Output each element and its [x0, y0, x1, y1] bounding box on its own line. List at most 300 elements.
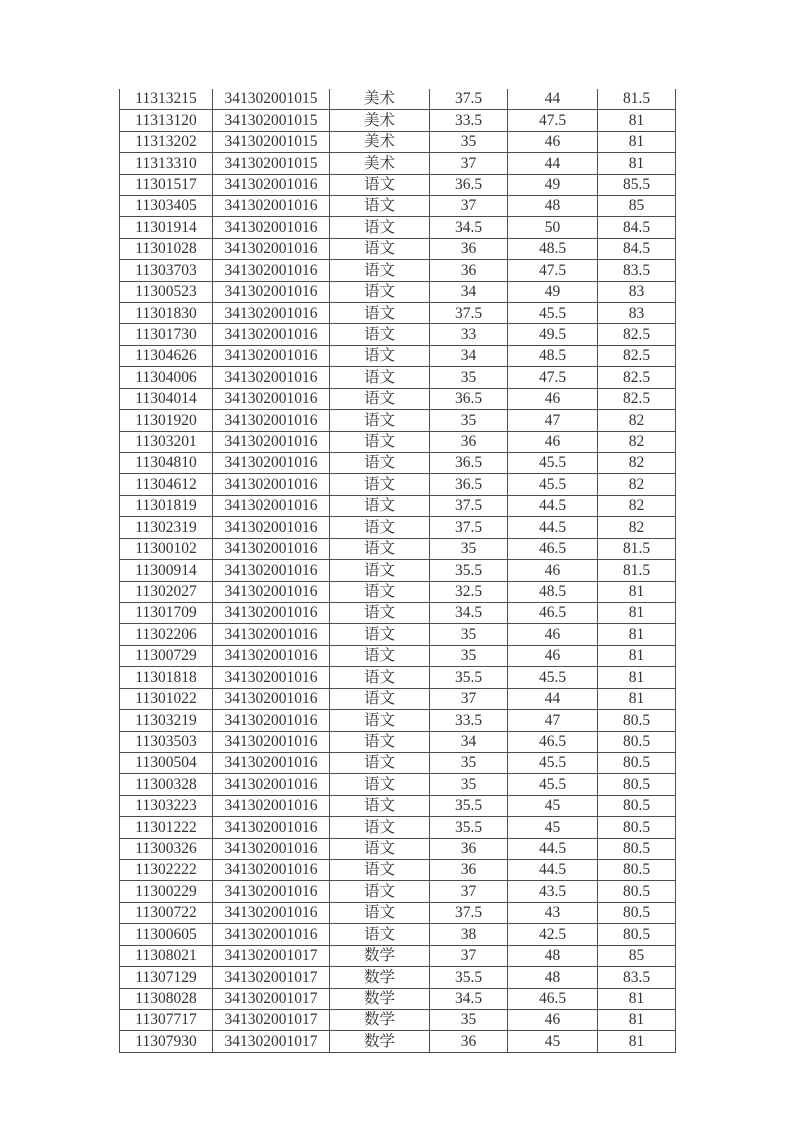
total-score-cell: 80.5 — [598, 774, 676, 795]
score-1-cell: 34 — [430, 731, 508, 752]
score-2-cell: 46.5 — [508, 988, 598, 1009]
table-row — [120, 388, 676, 409]
score-1-cell: 36 — [430, 238, 508, 259]
subject-cell: 语文 — [330, 860, 430, 881]
table-row — [120, 303, 676, 324]
score-1-cell: 34 — [430, 281, 508, 302]
score-2-cell: 45.5 — [508, 774, 598, 795]
candidate-no-cell: 11308028 — [120, 988, 213, 1009]
table-row — [120, 174, 676, 195]
candidate-no-cell: 11301028 — [120, 238, 213, 259]
score-2-cell: 43 — [508, 902, 598, 923]
total-score-cell: 81 — [598, 645, 676, 666]
score-2-cell: 45.5 — [508, 474, 598, 495]
total-score-cell: 82.5 — [598, 324, 676, 345]
candidate-no-cell: 11301222 — [120, 817, 213, 838]
total-score-cell: 81 — [598, 1031, 676, 1053]
score-1-cell: 36 — [430, 260, 508, 281]
score-1-cell: 35.5 — [430, 560, 508, 581]
candidate-no-cell: 11300326 — [120, 838, 213, 859]
score-2-cell: 48.5 — [508, 581, 598, 602]
total-score-cell: 81 — [598, 131, 676, 152]
position-code-cell: 341302001016 — [213, 817, 330, 838]
table-row — [120, 945, 676, 966]
score-2-cell: 49 — [508, 281, 598, 302]
score-2-cell: 47.5 — [508, 260, 598, 281]
score-1-cell: 35 — [430, 131, 508, 152]
table-row — [120, 538, 676, 559]
table-row — [120, 924, 676, 945]
score-1-cell: 37.5 — [430, 517, 508, 538]
score-2-cell: 50 — [508, 217, 598, 238]
position-code-cell: 341302001016 — [213, 624, 330, 645]
score-2-cell: 46.5 — [508, 538, 598, 559]
candidate-no-cell: 11313202 — [120, 131, 213, 152]
score-1-cell: 35 — [430, 538, 508, 559]
candidate-no-cell: 11300229 — [120, 881, 213, 902]
table-row — [120, 217, 676, 238]
table-row — [120, 860, 676, 881]
position-code-cell: 341302001016 — [213, 581, 330, 602]
score-1-cell: 37 — [430, 195, 508, 216]
position-code-cell: 341302001015 — [213, 131, 330, 152]
subject-cell: 语文 — [330, 195, 430, 216]
position-code-cell: 341302001016 — [213, 731, 330, 752]
score-2-cell: 46 — [508, 645, 598, 666]
score-2-cell: 45.5 — [508, 303, 598, 324]
candidate-no-cell: 11301818 — [120, 667, 213, 688]
table-row — [120, 260, 676, 281]
position-code-cell: 341302001016 — [213, 388, 330, 409]
candidate-no-cell: 11304810 — [120, 453, 213, 474]
score-1-cell: 34.5 — [430, 988, 508, 1009]
score-1-cell: 33.5 — [430, 110, 508, 131]
score-2-cell: 48 — [508, 945, 598, 966]
score-2-cell: 45.5 — [508, 667, 598, 688]
position-code-cell: 341302001017 — [213, 1009, 330, 1030]
candidate-no-cell: 11301914 — [120, 217, 213, 238]
candidate-no-cell: 11301920 — [120, 410, 213, 431]
position-code-cell: 341302001016 — [213, 902, 330, 923]
total-score-cell: 80.5 — [598, 860, 676, 881]
position-code-cell: 341302001016 — [213, 881, 330, 902]
subject-cell: 语文 — [330, 453, 430, 474]
candidate-no-cell: 11307717 — [120, 1009, 213, 1030]
subject-cell: 语文 — [330, 260, 430, 281]
candidate-no-cell: 11303405 — [120, 195, 213, 216]
total-score-cell: 83 — [598, 303, 676, 324]
position-code-cell: 341302001016 — [213, 367, 330, 388]
position-code-cell: 341302001016 — [213, 710, 330, 731]
table-row — [120, 688, 676, 709]
position-code-cell: 341302001017 — [213, 1031, 330, 1053]
position-code-cell: 341302001016 — [213, 281, 330, 302]
total-score-cell: 84.5 — [598, 217, 676, 238]
score-1-cell: 35.5 — [430, 817, 508, 838]
total-score-cell: 81 — [598, 581, 676, 602]
score-1-cell: 36.5 — [430, 174, 508, 195]
score-table-body — [120, 89, 676, 1053]
table-row — [120, 774, 676, 795]
candidate-no-cell: 11301730 — [120, 324, 213, 345]
candidate-no-cell: 11300605 — [120, 924, 213, 945]
position-code-cell: 341302001016 — [213, 474, 330, 495]
score-1-cell: 35 — [430, 645, 508, 666]
candidate-no-cell: 11300722 — [120, 902, 213, 923]
position-code-cell: 341302001017 — [213, 945, 330, 966]
position-code-cell: 341302001016 — [213, 453, 330, 474]
table-row — [120, 817, 676, 838]
score-1-cell: 37 — [430, 945, 508, 966]
subject-cell: 语文 — [330, 345, 430, 366]
candidate-no-cell: 11304014 — [120, 388, 213, 409]
table-row — [120, 560, 676, 581]
position-code-cell: 341302001016 — [213, 260, 330, 281]
candidate-no-cell: 11303223 — [120, 795, 213, 816]
candidate-no-cell: 11313120 — [120, 110, 213, 131]
table-row — [120, 645, 676, 666]
subject-cell: 语文 — [330, 431, 430, 452]
score-2-cell: 47.5 — [508, 110, 598, 131]
score-1-cell: 37 — [430, 688, 508, 709]
candidate-no-cell: 11302027 — [120, 581, 213, 602]
table-row — [120, 281, 676, 302]
subject-cell: 语文 — [330, 174, 430, 195]
subject-cell: 语文 — [330, 710, 430, 731]
position-code-cell: 341302001015 — [213, 110, 330, 131]
subject-cell: 语文 — [330, 474, 430, 495]
score-2-cell: 44.5 — [508, 838, 598, 859]
table-row — [120, 667, 676, 688]
subject-cell: 语文 — [330, 367, 430, 388]
table-row — [120, 710, 676, 731]
position-code-cell: 341302001016 — [213, 238, 330, 259]
total-score-cell: 82.5 — [598, 345, 676, 366]
total-score-cell: 80.5 — [598, 902, 676, 923]
position-code-cell: 341302001016 — [213, 324, 330, 345]
score-2-cell: 48 — [508, 195, 598, 216]
table-row — [120, 195, 676, 216]
subject-cell: 语文 — [330, 667, 430, 688]
score-1-cell: 33 — [430, 324, 508, 345]
score-1-cell: 37.5 — [430, 495, 508, 516]
position-code-cell: 341302001016 — [213, 752, 330, 773]
score-2-cell: 46 — [508, 624, 598, 645]
subject-cell: 语文 — [330, 238, 430, 259]
score-2-cell: 45 — [508, 817, 598, 838]
table-row — [120, 602, 676, 623]
subject-cell: 语文 — [330, 731, 430, 752]
total-score-cell: 82 — [598, 495, 676, 516]
table-row — [120, 988, 676, 1009]
score-1-cell: 35 — [430, 367, 508, 388]
score-2-cell: 44.5 — [508, 517, 598, 538]
total-score-cell: 81 — [598, 110, 676, 131]
table-row — [120, 89, 676, 110]
position-code-cell: 341302001016 — [213, 774, 330, 795]
candidate-no-cell: 11304626 — [120, 345, 213, 366]
score-2-cell: 45.5 — [508, 453, 598, 474]
subject-cell: 语文 — [330, 752, 430, 773]
candidate-no-cell: 11300914 — [120, 560, 213, 581]
subject-cell: 数学 — [330, 945, 430, 966]
score-2-cell: 46 — [508, 560, 598, 581]
score-1-cell: 35 — [430, 1009, 508, 1030]
table-row — [120, 624, 676, 645]
position-code-cell: 341302001016 — [213, 345, 330, 366]
total-score-cell: 81.5 — [598, 89, 676, 110]
subject-cell: 美术 — [330, 153, 430, 174]
total-score-cell: 82 — [598, 474, 676, 495]
total-score-cell: 85.5 — [598, 174, 676, 195]
position-code-cell: 341302001016 — [213, 431, 330, 452]
position-code-cell: 341302001016 — [213, 517, 330, 538]
total-score-cell: 80.5 — [598, 710, 676, 731]
table-row — [120, 902, 676, 923]
subject-cell: 语文 — [330, 517, 430, 538]
total-score-cell: 81 — [598, 988, 676, 1009]
score-2-cell: 45 — [508, 795, 598, 816]
position-code-cell: 341302001016 — [213, 560, 330, 581]
candidate-no-cell: 11300729 — [120, 645, 213, 666]
total-score-cell: 83.5 — [598, 967, 676, 988]
position-code-cell: 341302001015 — [213, 153, 330, 174]
candidate-no-cell: 11304612 — [120, 474, 213, 495]
table-row — [120, 838, 676, 859]
subject-cell: 语文 — [330, 624, 430, 645]
score-2-cell: 44 — [508, 89, 598, 110]
score-2-cell: 43.5 — [508, 881, 598, 902]
score-1-cell: 35.5 — [430, 967, 508, 988]
total-score-cell: 82 — [598, 517, 676, 538]
candidate-no-cell: 11301517 — [120, 174, 213, 195]
score-1-cell: 37 — [430, 153, 508, 174]
table-row — [120, 110, 676, 131]
total-score-cell: 80.5 — [598, 838, 676, 859]
table-row — [120, 1009, 676, 1030]
position-code-cell: 341302001016 — [213, 410, 330, 431]
subject-cell: 语文 — [330, 324, 430, 345]
score-2-cell: 46 — [508, 131, 598, 152]
position-code-cell: 341302001016 — [213, 688, 330, 709]
position-code-cell: 341302001016 — [213, 645, 330, 666]
position-code-cell: 341302001016 — [213, 838, 330, 859]
subject-cell: 数学 — [330, 988, 430, 1009]
table-row — [120, 324, 676, 345]
subject-cell: 美术 — [330, 89, 430, 110]
candidate-no-cell: 11301819 — [120, 495, 213, 516]
total-score-cell: 81.5 — [598, 560, 676, 581]
subject-cell: 美术 — [330, 110, 430, 131]
candidate-no-cell: 11301709 — [120, 602, 213, 623]
candidate-no-cell: 11304006 — [120, 367, 213, 388]
candidate-no-cell: 11303703 — [120, 260, 213, 281]
candidate-no-cell: 11313310 — [120, 153, 213, 174]
score-2-cell: 45.5 — [508, 752, 598, 773]
candidate-no-cell: 11307129 — [120, 967, 213, 988]
total-score-cell: 81 — [598, 1009, 676, 1030]
table-row — [120, 410, 676, 431]
subject-cell: 语文 — [330, 774, 430, 795]
total-score-cell: 85 — [598, 195, 676, 216]
score-1-cell: 36 — [430, 838, 508, 859]
score-2-cell: 44 — [508, 688, 598, 709]
candidate-no-cell: 11302222 — [120, 860, 213, 881]
position-code-cell: 341302001016 — [213, 495, 330, 516]
total-score-cell: 82 — [598, 431, 676, 452]
score-2-cell: 48.5 — [508, 345, 598, 366]
total-score-cell: 80.5 — [598, 924, 676, 945]
total-score-cell: 85 — [598, 945, 676, 966]
table-row — [120, 153, 676, 174]
subject-cell: 语文 — [330, 495, 430, 516]
total-score-cell: 82.5 — [598, 367, 676, 388]
score-1-cell: 35 — [430, 410, 508, 431]
table-row — [120, 238, 676, 259]
table-row — [120, 967, 676, 988]
position-code-cell: 341302001016 — [213, 174, 330, 195]
score-1-cell: 32.5 — [430, 581, 508, 602]
score-1-cell: 37.5 — [430, 303, 508, 324]
total-score-cell: 81 — [598, 153, 676, 174]
total-score-cell: 82 — [598, 410, 676, 431]
total-score-cell: 81 — [598, 667, 676, 688]
score-1-cell: 38 — [430, 924, 508, 945]
score-2-cell: 49.5 — [508, 324, 598, 345]
table-row — [120, 474, 676, 495]
subject-cell: 语文 — [330, 538, 430, 559]
score-2-cell: 49 — [508, 174, 598, 195]
candidate-no-cell: 11307930 — [120, 1031, 213, 1053]
candidate-no-cell: 11303201 — [120, 431, 213, 452]
score-1-cell: 35 — [430, 624, 508, 645]
score-1-cell: 34.5 — [430, 602, 508, 623]
subject-cell: 语文 — [330, 688, 430, 709]
total-score-cell: 83.5 — [598, 260, 676, 281]
subject-cell: 数学 — [330, 967, 430, 988]
table-row — [120, 881, 676, 902]
subject-cell: 语文 — [330, 924, 430, 945]
position-code-cell: 341302001016 — [213, 924, 330, 945]
subject-cell: 语文 — [330, 560, 430, 581]
position-code-cell: 341302001017 — [213, 988, 330, 1009]
score-2-cell: 47.5 — [508, 367, 598, 388]
score-2-cell: 42.5 — [508, 924, 598, 945]
position-code-cell: 341302001016 — [213, 667, 330, 688]
subject-cell: 语文 — [330, 902, 430, 923]
candidate-no-cell: 11302206 — [120, 624, 213, 645]
score-table — [119, 89, 676, 1053]
score-1-cell: 36.5 — [430, 388, 508, 409]
table-row — [120, 131, 676, 152]
score-1-cell: 37 — [430, 881, 508, 902]
score-1-cell: 35.5 — [430, 795, 508, 816]
score-2-cell: 44 — [508, 153, 598, 174]
score-1-cell: 37.5 — [430, 89, 508, 110]
score-1-cell: 36 — [430, 860, 508, 881]
score-1-cell: 34.5 — [430, 217, 508, 238]
subject-cell: 语文 — [330, 817, 430, 838]
table-row — [120, 752, 676, 773]
score-1-cell: 35 — [430, 752, 508, 773]
table-row — [120, 1031, 676, 1053]
total-score-cell: 81 — [598, 688, 676, 709]
position-code-cell: 341302001017 — [213, 967, 330, 988]
subject-cell: 美术 — [330, 131, 430, 152]
score-1-cell: 36.5 — [430, 474, 508, 495]
total-score-cell: 83 — [598, 281, 676, 302]
score-1-cell: 34 — [430, 345, 508, 366]
score-2-cell: 47 — [508, 710, 598, 731]
table-row — [120, 345, 676, 366]
score-2-cell: 46 — [508, 388, 598, 409]
score-2-cell: 46.5 — [508, 602, 598, 623]
table-row — [120, 795, 676, 816]
score-1-cell: 37.5 — [430, 902, 508, 923]
position-code-cell: 341302001016 — [213, 795, 330, 816]
score-1-cell: 36 — [430, 1031, 508, 1053]
score-1-cell: 35 — [430, 774, 508, 795]
subject-cell: 语文 — [330, 217, 430, 238]
position-code-cell: 341302001016 — [213, 195, 330, 216]
subject-cell: 语文 — [330, 281, 430, 302]
score-1-cell: 36.5 — [430, 453, 508, 474]
candidate-no-cell: 11313215 — [120, 89, 213, 110]
candidate-no-cell: 11300523 — [120, 281, 213, 302]
score-1-cell: 36 — [430, 431, 508, 452]
position-code-cell: 341302001015 — [213, 89, 330, 110]
score-2-cell: 47 — [508, 410, 598, 431]
total-score-cell: 80.5 — [598, 795, 676, 816]
position-code-cell: 341302001016 — [213, 303, 330, 324]
subject-cell: 语文 — [330, 303, 430, 324]
table-row — [120, 581, 676, 602]
score-2-cell: 48 — [508, 967, 598, 988]
subject-cell: 语文 — [330, 581, 430, 602]
total-score-cell: 80.5 — [598, 731, 676, 752]
subject-cell: 语文 — [330, 388, 430, 409]
candidate-no-cell: 11303219 — [120, 710, 213, 731]
candidate-no-cell: 11302319 — [120, 517, 213, 538]
total-score-cell: 80.5 — [598, 817, 676, 838]
subject-cell: 语文 — [330, 602, 430, 623]
subject-cell: 语文 — [330, 410, 430, 431]
score-1-cell: 33.5 — [430, 710, 508, 731]
total-score-cell: 81 — [598, 602, 676, 623]
total-score-cell: 81.5 — [598, 538, 676, 559]
score-1-cell: 35.5 — [430, 667, 508, 688]
score-2-cell: 48.5 — [508, 238, 598, 259]
total-score-cell: 82.5 — [598, 388, 676, 409]
total-score-cell: 80.5 — [598, 752, 676, 773]
total-score-cell: 80.5 — [598, 881, 676, 902]
score-2-cell: 46 — [508, 1009, 598, 1030]
score-2-cell: 44.5 — [508, 860, 598, 881]
position-code-cell: 341302001016 — [213, 602, 330, 623]
candidate-no-cell: 11303503 — [120, 731, 213, 752]
score-2-cell: 45 — [508, 1031, 598, 1053]
subject-cell: 数学 — [330, 1009, 430, 1030]
table-row — [120, 367, 676, 388]
subject-cell: 语文 — [330, 645, 430, 666]
candidate-no-cell: 11308021 — [120, 945, 213, 966]
table-row — [120, 431, 676, 452]
total-score-cell: 82 — [598, 453, 676, 474]
subject-cell: 语文 — [330, 881, 430, 902]
score-2-cell: 46 — [508, 431, 598, 452]
total-score-cell: 81 — [598, 624, 676, 645]
candidate-no-cell: 11300328 — [120, 774, 213, 795]
